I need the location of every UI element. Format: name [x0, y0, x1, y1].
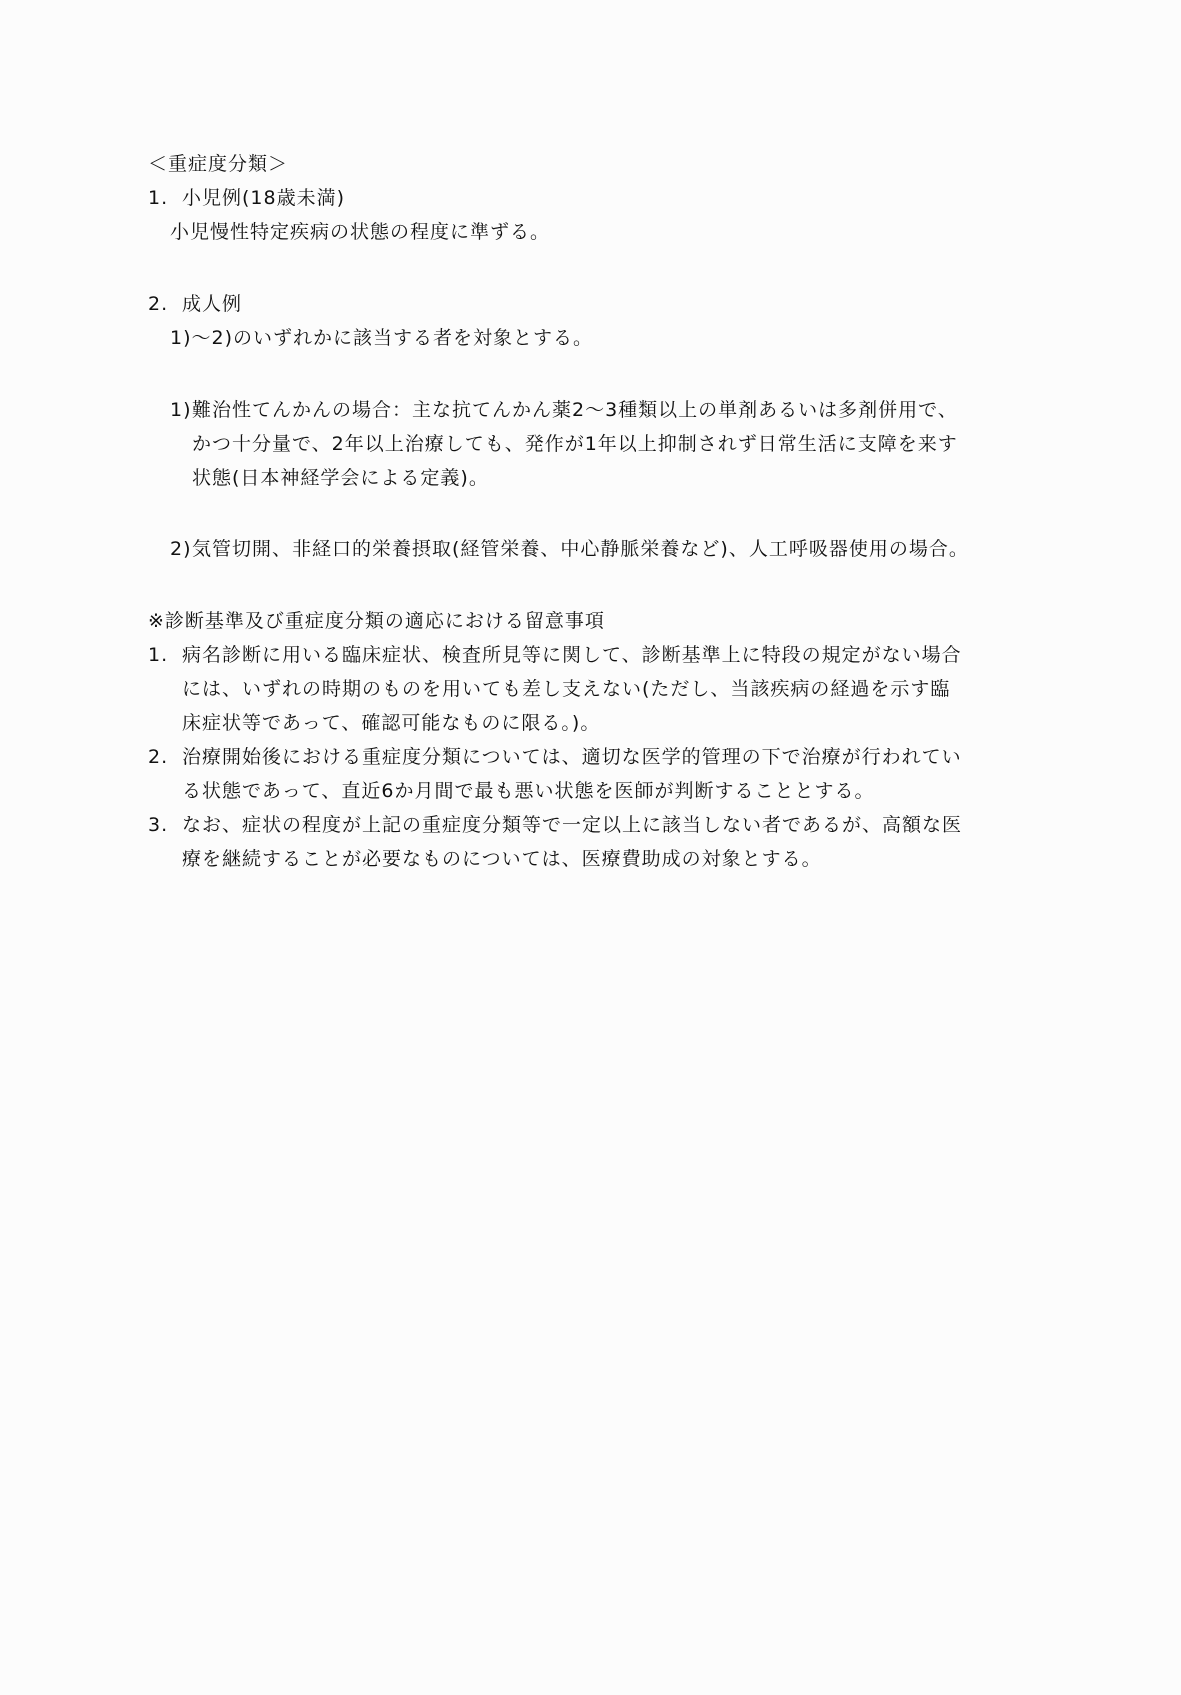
note1-line: には、いずれの時期のものを用いても差し支えない(ただし、当該疾病の経過を示す臨 — [182, 678, 951, 700]
note2-line: 治療開始後における重症度分類については、適切な医学的管理の下で治療が行われてい — [182, 746, 962, 768]
note1-number: 1. — [148, 644, 169, 666]
section2-number: 2. — [148, 293, 169, 315]
severity-classification-heading: ＜重症度分類＞ — [148, 153, 289, 175]
note3-number: 3. — [148, 814, 169, 836]
section2-item1-label: 1) — [170, 399, 192, 421]
note3-line: 療を継続することが必要なものについては、医療費助成の対象とする。 — [182, 848, 822, 870]
note1-line: 病名診断に用いる臨床症状、検査所見等に関して、診断基準上に特段の規定がない場合 — [182, 644, 962, 666]
section1-body: 小児慢性特定疾病の状態の程度に準ずる。 — [170, 221, 551, 243]
note2-line: る状態であって、直近6か月間で最も悪い状態を医師が判断することとする。 — [182, 780, 875, 802]
notes-heading: ※診断基準及び重症度分類の適応における留意事項 — [148, 610, 605, 632]
section2-item1-line: 難治性てんかんの場合：主な抗てんかん薬2〜3種類以上の単剤あるいは多剤併用で、 — [192, 399, 958, 421]
note1-line: 床症状等であって、確認可能なものに限る。)。 — [182, 712, 601, 734]
section2-item1-line: 状態(日本神経学会による定義)。 — [192, 467, 489, 489]
section2-title: 成人例 — [182, 293, 243, 315]
section2-item2-label: 2) — [170, 538, 192, 560]
section1-title: 小児例(18歳未満) — [182, 187, 346, 209]
note3-line: なお、症状の程度が上記の重症度分類等で一定以上に該当しない者であるが、高額な医 — [182, 814, 963, 836]
section1-number: 1. — [148, 187, 169, 209]
section2-intro: 1)〜2)のいずれかに該当する者を対象とする。 — [170, 327, 594, 349]
note2-number: 2. — [148, 746, 169, 768]
section2-item2-text: 気管切開、非経口的栄養摂取(経管栄養、中心静脈栄養など)、人工呼吸器使用の場合。 — [192, 538, 969, 560]
section2-item1-line: かつ十分量で、2年以上治療しても、発作が1年以上抑制されず日常生活に支障を来す — [192, 433, 958, 455]
